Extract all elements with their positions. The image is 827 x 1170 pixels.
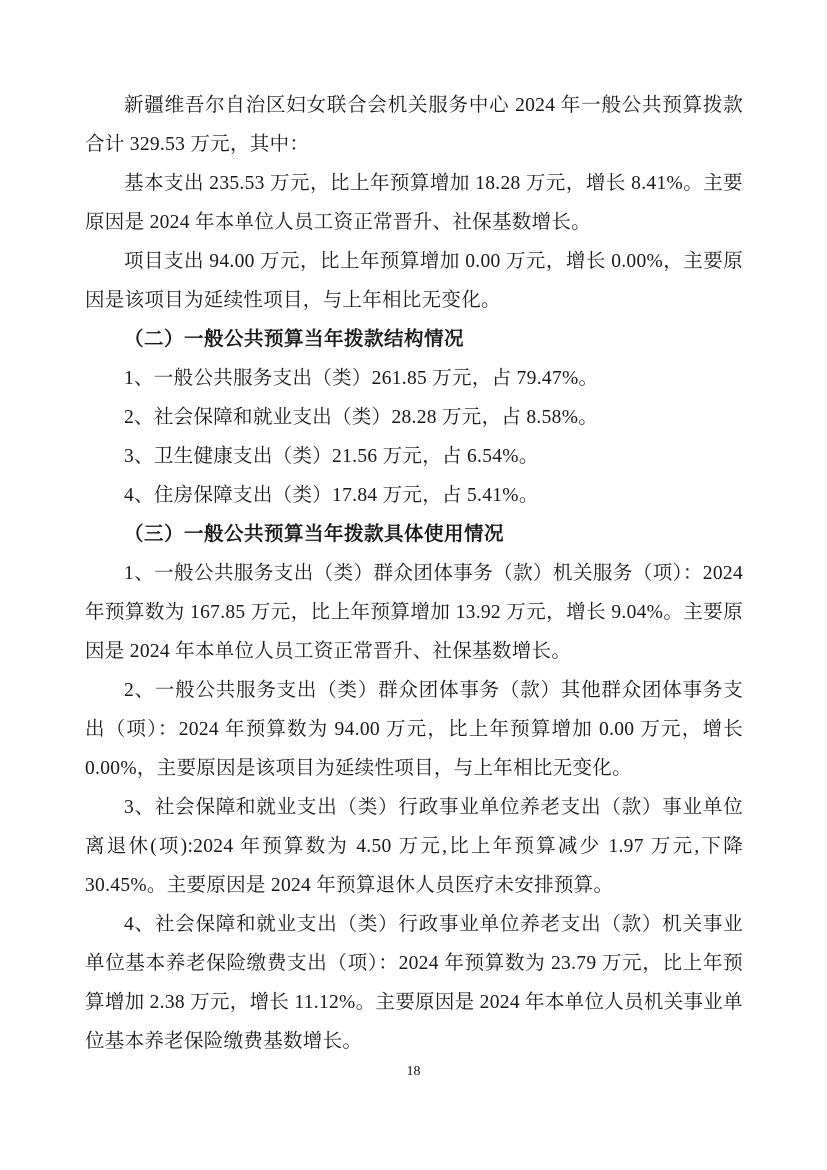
para-basic-expenditure: 基本支出 235.53 万元，比上年预算增加 18.28 万元，增长 8.41%。主要原因是 2024 年本单位人员工资正常晋升、社保基数增长。 (85, 173, 743, 233)
document-body (85, 86, 743, 1061)
usage-item-2-other-mass-organization: 2、一般公共服务支出（类）群众团体事务（款）其他群众团体事务支出（项）：2024 年预算数为 94.00 万元，比上年预算增加 0.00 万元，增长 0.00%，主要原因是该项目为延续性项目，与上年相比无变化。 (85, 680, 743, 779)
list-item-general-public-services: 1、一般公共服务支出（类）261.85 万元，占 79.47%。 (124, 368, 599, 389)
usage-item-4-pension-contribution: 4、社会保障和就业支出（类）行政事业单位养老支出（款）机关事业单位基本养老保险缴费支出（项）：2024 年预算数为 23.79 万元，比上年预算增加 2.38 万元，增长 11.12%。主要原因是 2024 年本单位人员机关事业单位基本养老保险缴费基数增长。 (85, 914, 743, 1052)
page-number: 18 (406, 1064, 421, 1079)
para-total-allocation: 新疆维吾尔自治区妇女联合会机关服务中心 2024 年一般公共预算拨款合计 329.53 万元，其中： (85, 95, 743, 155)
list-item-social-security-employment: 2、社会保障和就业支出（类）28.28 万元，占 8.58%。 (124, 407, 599, 428)
heading-section-2-allocation-structure: （二）一般公共预算当年拨款结构情况 (124, 328, 465, 350)
list-item-housing-security: 4、住房保障支出（类）17.84 万元，占 5.41%。 (124, 485, 539, 506)
para-project-expenditure: 项目支出 94.00 万元，比上年预算增加 0.00 万元，增长 0.00%，主要原因是该项目为延续性项目，与上年相比无变化。 (85, 251, 743, 311)
list-item-health: 3、卫生健康支出（类）21.56 万元，占 6.54%。 (124, 446, 539, 467)
usage-item-3-retirement: 3、社会保障和就业支出（类）行政事业单位养老支出（款）事业单位离退休(项):2024 年预算数为 4.50 万元,比上年预算减少 1.97 万元,下降 30.45%。主要原因是 2024 年预算退休人员医疗未安排预算。 (85, 797, 743, 896)
usage-item-1-agency-services: 1、一般公共服务支出（类）群众团体事务（款）机关服务（项）：2024 年预算数为 167.85 万元，比上年预算增加 13.92 万元，增长 9.04%。主要原因是 2024 年本单位人员工资正常晋升、社保基数增长。 (85, 563, 743, 662)
heading-section-3-specific-usage: （三）一般公共预算当年拨款具体使用情况 (124, 523, 505, 545)
